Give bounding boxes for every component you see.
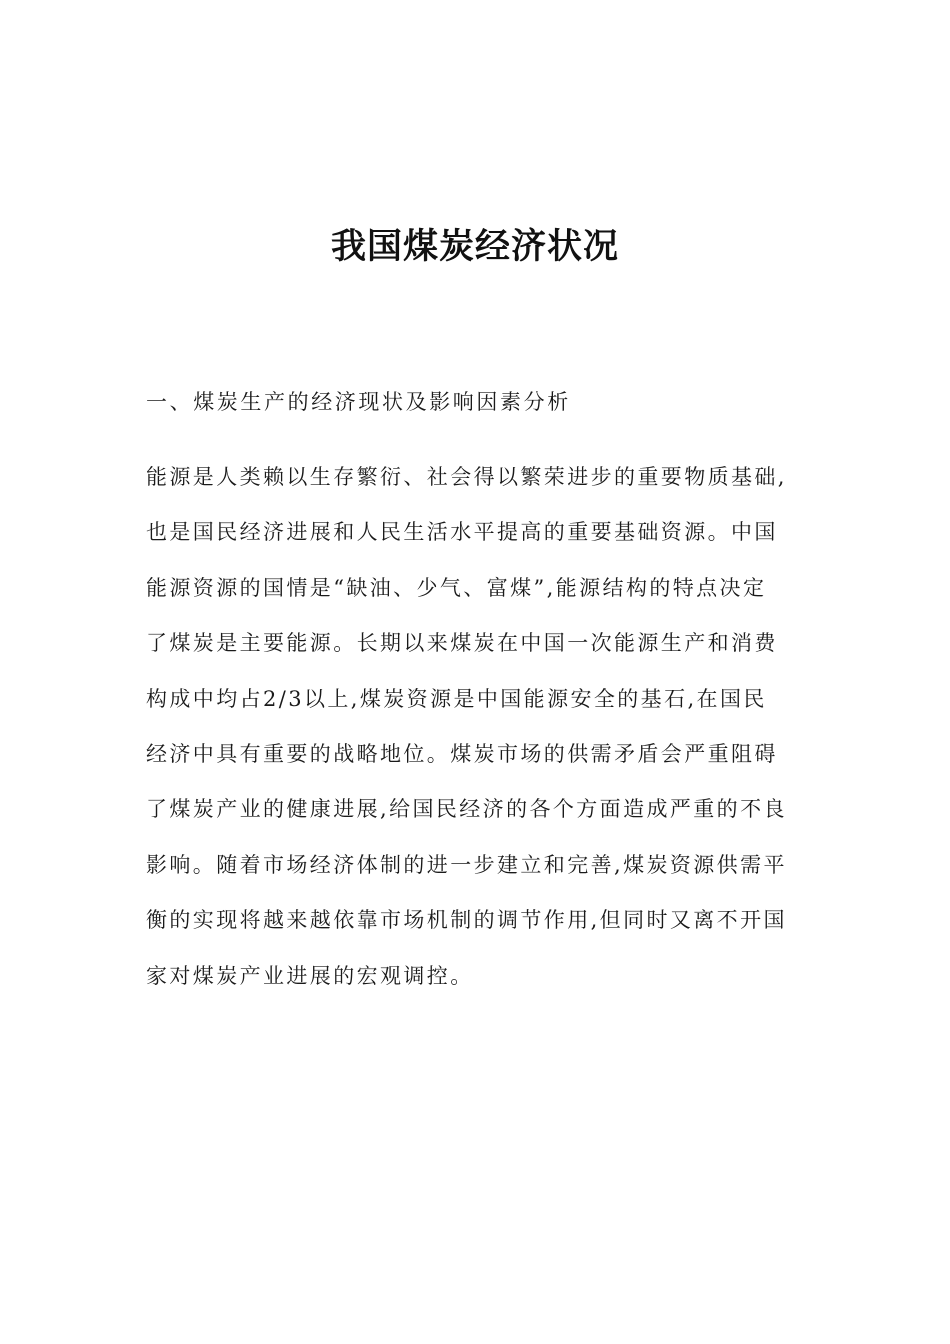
body-line: 能源是人类赖以生存繁衍、社会得以繁荣进步的重要物质基础, bbox=[146, 465, 787, 489]
body-line: 经济中具有重要的战略地位。煤炭市场的供需矛盾会严重阻碍 bbox=[146, 741, 778, 766]
body-line: 了煤炭产业的健康进展,给国民经济的各个方面造成严重的不良 bbox=[146, 797, 787, 822]
body-line: 了煤炭是主要能源。长期以来煤炭在中国一次能源生产和消费 bbox=[146, 631, 778, 656]
body-line: 能源资源的国情是“缺油、少气、富煤”,能源结构的特点决定 bbox=[146, 575, 767, 600]
body-line: 影响。随着市场经济体制的进一步建立和完善,煤炭资源供需平 bbox=[146, 852, 787, 877]
body-line: 家对煤炭产业进展的宏观调控。 bbox=[146, 963, 474, 988]
section-heading: 一、煤炭生产的经济现状及影响因素分析 bbox=[146, 390, 571, 414]
document-title: 我国煤炭经济状况 bbox=[330, 227, 619, 267]
body-line: 衡的实现将越来越依靠市场机制的调节作用,但同时又离不开国 bbox=[146, 908, 787, 933]
body-line: 构成中均占2/3以上,煤炭资源是中国能源安全的基石,在国民 bbox=[146, 686, 767, 711]
body-paragraph bbox=[146, 460, 826, 1014]
body-line: 也是国民经济进展和人民生活水平提高的重要基础资源。中国 bbox=[146, 520, 778, 545]
